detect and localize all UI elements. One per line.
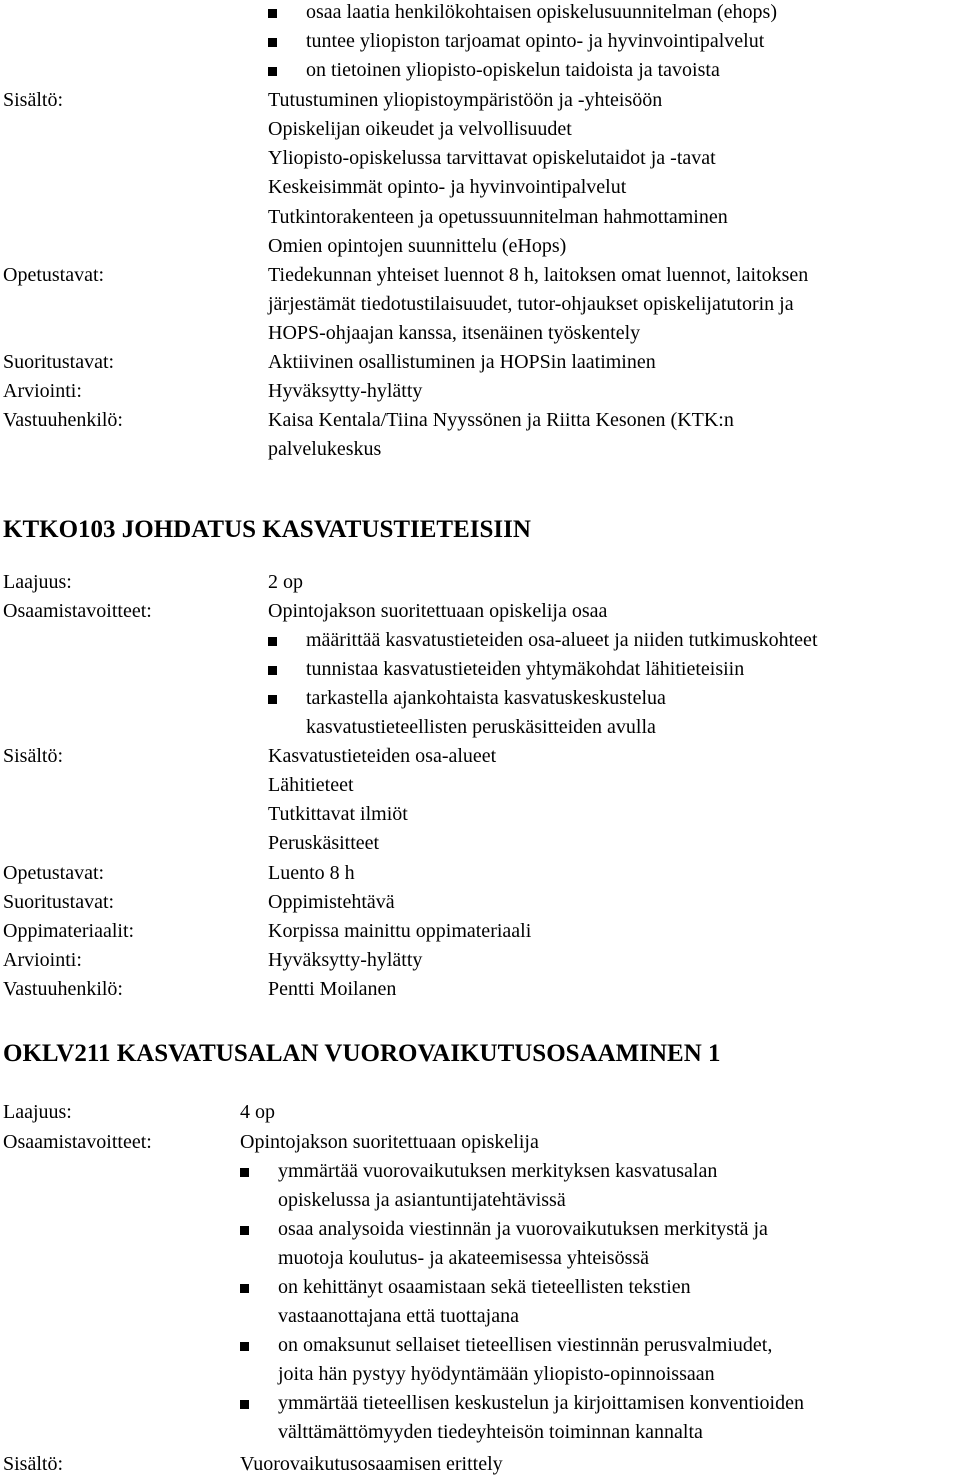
label-laajuus: Laajuus: (3, 571, 72, 593)
responsible-line: Kaisa Kentala/Tiina Nyyssönen ja Riitta Kesonen (KTK:n (268, 409, 734, 431)
grading-value: Hyväksytty-hylätty (268, 949, 423, 971)
objective-item: on kehittänyt osaamistaan sekä tieteellisten tekstien (278, 1276, 691, 1298)
bullet-marker (240, 1342, 249, 1351)
label-vastuuhenkilo: Vastuuhenkilö: (3, 409, 123, 431)
bullet-marker (268, 695, 277, 704)
content-line: Yliopisto-opiskelussa tarvittavat opiskelutaidot ja -tavat (268, 147, 716, 169)
content-line: Kasvatustieteiden osa-alueet (268, 745, 497, 767)
responsible-value: Pentti Moilanen (268, 978, 397, 1000)
label-sisalto: Sisältö: (3, 1453, 64, 1475)
bullet-marker (240, 1400, 249, 1409)
course-heading: OKLV211 KASVATUSALAN VUOROVAIKUTUSOSAAMINEN 1 (3, 1040, 721, 1067)
bullet-marker (240, 1168, 249, 1177)
course-heading: KTKO103 JOHDATUS KASVATUSTIETEISIIN (3, 516, 531, 543)
content-line: Lähitieteet (268, 774, 354, 796)
objective-item-continuation: kasvatustieteellisten peruskäsitteiden avulla (306, 716, 656, 738)
label-laajuus: Laajuus: (3, 1101, 72, 1123)
materials-value: Korpissa mainittu oppimateriaali (268, 920, 532, 942)
objective-item-continuation: vastaanottajana että tuottajana (278, 1305, 519, 1327)
label-arviointi: Arviointi: (3, 380, 82, 402)
objective-item: ymmärtää tieteellisen keskustelun ja kirjoittamisen konventioiden (278, 1392, 804, 1414)
bullet-marker (268, 637, 277, 646)
label-sisalto: Sisältö: (3, 89, 64, 111)
objectives-intro: Opintojakson suoritettuaan opiskelija osaa (268, 600, 608, 622)
teaching-line: järjestämät tiedotustilaisuudet, tutor-ohjaukset opiskelijatutorin ja (268, 293, 794, 315)
label-sisalto: Sisältö: (3, 745, 64, 767)
label-oppimateriaalit: Oppimateriaalit: (3, 920, 135, 942)
responsible-line: palvelukeskus (268, 438, 382, 460)
content-line: Tutkittavat ilmiöt (268, 803, 408, 825)
objective-item: tunnistaa kasvatustieteiden yhtymäkohdat lähitieteisiin (306, 658, 745, 680)
content-line: Tutkintorakenteen ja opetussuunnitelman hahmottaminen (268, 206, 728, 228)
objective-item-continuation: joita hän pystyy hyödyntämään yliopisto-opinnoissaan (278, 1363, 715, 1385)
teaching-line: Tiedekunnan yhteiset luennot 8 h, laitoksen omat luennot, laitoksen (268, 264, 809, 286)
label-vastuuhenkilo: Vastuuhenkilö: (3, 978, 123, 1000)
completion-value: Oppimistehtävä (268, 891, 395, 913)
content-line: Opiskelijan oikeudet ja velvollisuudet (268, 118, 572, 140)
content-value: Vuorovaikutusosaamisen erittely (240, 1453, 503, 1475)
content-line: Peruskäsitteet (268, 832, 380, 854)
content-line: Tutustuminen yliopistoympäristöön ja -yhteisöön (268, 89, 663, 111)
label-osaamistavoitteet: Osaamistavoitteet: (3, 600, 152, 622)
label-opetustavat: Opetustavat: (3, 862, 105, 884)
objective-item: tuntee yliopiston tarjoamat opinto- ja hyvinvointipalvelut (306, 30, 765, 52)
label-arviointi: Arviointi: (3, 949, 82, 971)
bullet-marker (268, 9, 277, 18)
objective-item: osaa analysoida viestinnän ja vuorovaikutuksen merkitystä ja (278, 1218, 768, 1240)
grading-value: Hyväksytty-hylätty (268, 380, 423, 402)
objective-item-continuation: muotoja koulutus- ja akateemisessa yhteisössä (278, 1247, 650, 1269)
label-osaamistavoitteet: Osaamistavoitteet: (3, 1131, 152, 1153)
content-line: Omien opintojen suunnittelu (eHops) (268, 235, 567, 257)
label-opetustavat: Opetustavat: (3, 264, 105, 286)
bullet-marker (268, 38, 277, 47)
bullet-marker (240, 1226, 249, 1235)
label-suoritustavat: Suoritustavat: (3, 351, 115, 373)
objective-item-continuation: välttämättömyyden tiedeyhteisön toiminnan kannalta (278, 1421, 703, 1443)
objective-item: osaa laatia henkilökohtaisen opiskelusuunnitelman (ehops) (306, 1, 777, 23)
objective-item: on omaksunut sellaiset tieteellisen viestinnän perusvalmiudet, (278, 1334, 773, 1356)
objective-item-continuation: opiskelussa ja asiantuntijatehtävissä (278, 1189, 566, 1211)
label-suoritustavat: Suoritustavat: (3, 891, 115, 913)
credits-value: 4 op (240, 1101, 275, 1123)
objective-item: määrittää kasvatustieteiden osa-alueet ja niiden tutkimuskohteet (306, 629, 818, 651)
objective-item: on tietoinen yliopisto-opiskelun taidoista ja tavoista (306, 59, 720, 81)
teaching-value: Luento 8 h (268, 862, 355, 884)
bullet-marker (268, 67, 277, 76)
objective-item: tarkastella ajankohtaista kasvatuskeskustelua (306, 687, 666, 709)
content-line: Keskeisimmät opinto- ja hyvinvointipalvelut (268, 176, 627, 198)
bullet-marker (268, 666, 277, 675)
credits-value: 2 op (268, 571, 303, 593)
completion-value: Aktiivinen osallistuminen ja HOPSin laatiminen (268, 351, 656, 373)
objective-item: ymmärtää vuorovaikutuksen merkityksen kasvatusalan (278, 1160, 718, 1182)
objectives-intro: Opintojakson suoritettuaan opiskelija (240, 1131, 539, 1153)
teaching-line: HOPS-ohjaajan kanssa, itsenäinen työskentely (268, 322, 641, 344)
bullet-marker (240, 1284, 249, 1293)
